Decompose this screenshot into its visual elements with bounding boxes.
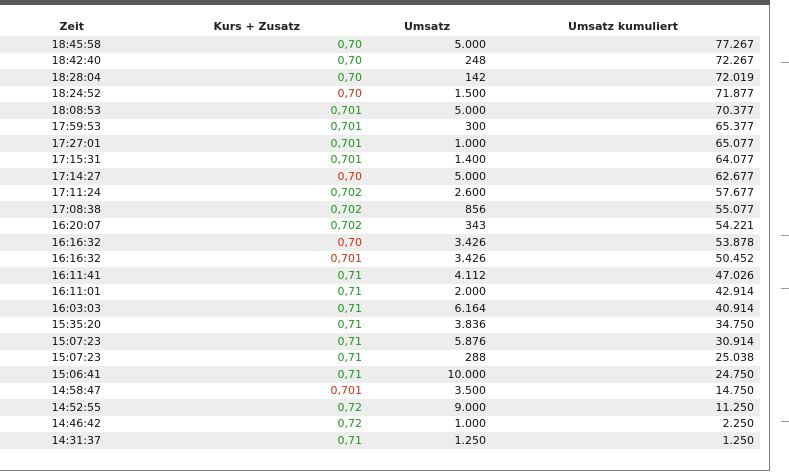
cell-umsatz: 5.000 xyxy=(454,103,486,117)
cell-umsatz-kumuliert: 40.914 xyxy=(715,301,754,315)
cell-kurs: 0,70 xyxy=(337,70,362,84)
cell-umsatz: 3.836 xyxy=(454,318,486,332)
cell-umsatz: 3.426 xyxy=(454,235,486,249)
cell-kurs: 0,71 xyxy=(337,433,362,447)
cell-umsatz-kumuliert: 65.377 xyxy=(715,120,754,134)
table-row xyxy=(0,69,760,86)
table-row xyxy=(0,119,760,136)
trades-table xyxy=(0,17,760,449)
table-row xyxy=(0,152,760,169)
cell-zeit: 15:07:23 xyxy=(51,334,101,348)
cell-kurs: 0,70 xyxy=(337,37,362,51)
cell-umsatz-kumuliert: 11.250 xyxy=(715,400,754,414)
cell-umsatz: 856 xyxy=(465,202,486,216)
cell-umsatz-kumuliert: 55.077 xyxy=(715,202,754,216)
table-row xyxy=(0,432,760,449)
cell-umsatz-kumuliert: 53.878 xyxy=(715,235,754,249)
cell-zeit: 16:03:03 xyxy=(51,301,101,315)
cell-umsatz: 3.426 xyxy=(454,252,486,266)
cell-umsatz-kumuliert: 25.038 xyxy=(715,351,754,365)
cell-umsatz: 3.500 xyxy=(454,384,486,398)
cell-umsatz: 5.876 xyxy=(454,334,486,348)
cell-zeit: 17:59:53 xyxy=(51,120,101,134)
cell-umsatz: 4.112 xyxy=(454,268,486,282)
cell-kurs: 0,701 xyxy=(330,252,362,266)
cell-kurs: 0,71 xyxy=(337,318,362,332)
cell-kurs: 0,701 xyxy=(330,153,362,167)
scroll-tick-mark xyxy=(781,288,789,289)
header-zeit[interactable]: Zeit xyxy=(59,20,84,33)
cell-kurs: 0,701 xyxy=(330,120,362,134)
cell-kurs: 0,71 xyxy=(337,367,362,381)
cell-umsatz-kumuliert: 47.026 xyxy=(715,268,754,282)
right-border xyxy=(769,5,770,471)
table-row xyxy=(0,135,760,152)
cell-umsatz-kumuliert: 62.677 xyxy=(715,169,754,183)
cell-umsatz-kumuliert: 50.452 xyxy=(715,252,754,266)
cell-umsatz: 142 xyxy=(465,70,486,84)
table-body xyxy=(0,36,760,449)
cell-umsatz: 1.400 xyxy=(454,153,486,167)
cell-umsatz: 5.000 xyxy=(454,37,486,51)
cell-kurs: 0,702 xyxy=(330,186,362,200)
cell-umsatz: 6.164 xyxy=(454,301,486,315)
cell-zeit: 16:11:01 xyxy=(51,285,101,299)
cell-kurs: 0,70 xyxy=(337,235,362,249)
cell-umsatz-kumuliert: 24.750 xyxy=(715,367,754,381)
table-row xyxy=(0,317,760,334)
cell-zeit: 18:42:40 xyxy=(51,54,101,68)
table-row xyxy=(0,416,760,433)
cell-kurs: 0,701 xyxy=(330,103,362,117)
cell-zeit: 16:16:32 xyxy=(51,252,101,266)
cell-umsatz: 1.000 xyxy=(454,136,486,150)
table-row xyxy=(0,36,760,53)
cell-kurs: 0,70 xyxy=(337,87,362,101)
scroll-tick-mark xyxy=(781,62,789,63)
table-row xyxy=(0,218,760,235)
table-row xyxy=(0,102,760,119)
table-row xyxy=(0,366,760,383)
table-row xyxy=(0,86,760,103)
cell-umsatz-kumuliert: 72.019 xyxy=(715,70,754,84)
cell-umsatz-kumuliert: 2.250 xyxy=(722,417,754,431)
table-row xyxy=(0,399,760,416)
cell-kurs: 0,71 xyxy=(337,301,362,315)
cell-umsatz-kumuliert: 64.077 xyxy=(715,153,754,167)
table-row xyxy=(0,350,760,367)
cell-kurs: 0,71 xyxy=(337,351,362,365)
table-header-row xyxy=(0,17,760,36)
scroll-tick-mark xyxy=(781,235,789,236)
cell-umsatz: 1.500 xyxy=(454,87,486,101)
table-row xyxy=(0,53,760,70)
cell-umsatz-kumuliert: 14.750 xyxy=(715,384,754,398)
cell-zeit: 14:52:55 xyxy=(51,400,101,414)
cell-kurs: 0,70 xyxy=(337,169,362,183)
top-border xyxy=(0,0,770,5)
cell-kurs: 0,72 xyxy=(337,400,362,414)
cell-zeit: 14:46:42 xyxy=(51,417,101,431)
cell-zeit: 18:45:58 xyxy=(51,37,101,51)
table-row xyxy=(0,168,760,185)
bottom-border xyxy=(0,470,770,471)
cell-zeit: 17:15:31 xyxy=(51,153,101,167)
cell-kurs: 0,71 xyxy=(337,268,362,282)
cell-umsatz: 343 xyxy=(465,219,486,233)
cell-umsatz-kumuliert: 42.914 xyxy=(715,285,754,299)
cell-umsatz-kumuliert: 65.077 xyxy=(715,136,754,150)
cell-zeit: 15:06:41 xyxy=(51,367,101,381)
cell-zeit: 18:08:53 xyxy=(51,103,101,117)
cell-zeit: 17:08:38 xyxy=(51,202,101,216)
table-row xyxy=(0,284,760,301)
cell-umsatz: 248 xyxy=(465,54,486,68)
cell-zeit: 15:07:23 xyxy=(51,351,101,365)
cell-zeit: 18:28:04 xyxy=(51,70,101,84)
cell-umsatz-kumuliert: 54.221 xyxy=(715,219,754,233)
table-row xyxy=(0,185,760,202)
cell-kurs: 0,70 xyxy=(337,54,362,68)
cell-kurs: 0,72 xyxy=(337,417,362,431)
cell-umsatz: 9.000 xyxy=(454,400,486,414)
cell-zeit: 17:27:01 xyxy=(51,136,101,150)
cell-umsatz: 288 xyxy=(465,351,486,365)
cell-kurs: 0,702 xyxy=(330,202,362,216)
table-row xyxy=(0,234,760,251)
cell-umsatz: 300 xyxy=(465,120,486,134)
cell-zeit: 18:24:52 xyxy=(51,87,101,101)
header-kurs[interactable]: Kurs + Zusatz xyxy=(213,20,300,33)
cell-kurs: 0,701 xyxy=(330,384,362,398)
cell-umsatz-kumuliert: 71.877 xyxy=(715,87,754,101)
cell-zeit: 16:11:41 xyxy=(51,268,101,282)
cell-umsatz-kumuliert: 77.267 xyxy=(715,37,754,51)
cell-umsatz: 10.000 xyxy=(447,367,486,381)
table-row xyxy=(0,201,760,218)
cell-umsatz: 2.600 xyxy=(454,186,486,200)
cell-umsatz-kumuliert: 30.914 xyxy=(715,334,754,348)
cell-umsatz-kumuliert: 34.750 xyxy=(715,318,754,332)
table-row xyxy=(0,300,760,317)
cell-kurs: 0,701 xyxy=(330,136,362,150)
cell-umsatz-kumuliert: 57.677 xyxy=(715,186,754,200)
cell-zeit: 14:58:47 xyxy=(51,384,101,398)
cell-kurs: 0,71 xyxy=(337,334,362,348)
table-row xyxy=(0,383,760,400)
cell-kurs: 0,702 xyxy=(330,219,362,233)
table-row xyxy=(0,251,760,268)
header-umsatz-kumuliert[interactable]: Umsatz kumuliert xyxy=(568,20,678,33)
cell-umsatz-kumuliert: 1.250 xyxy=(722,433,754,447)
scroll-tick-mark xyxy=(781,421,789,422)
cell-umsatz-kumuliert: 70.377 xyxy=(715,103,754,117)
header-umsatz[interactable]: Umsatz xyxy=(403,20,450,33)
cell-umsatz: 2.000 xyxy=(454,285,486,299)
cell-umsatz: 5.000 xyxy=(454,169,486,183)
cell-zeit: 17:14:27 xyxy=(51,169,101,183)
table-row xyxy=(0,267,760,284)
cell-zeit: 17:11:24 xyxy=(51,186,101,200)
cell-umsatz: 1.000 xyxy=(454,417,486,431)
cell-zeit: 15:35:20 xyxy=(51,318,101,332)
cell-zeit: 16:16:32 xyxy=(51,235,101,249)
cell-zeit: 16:20:07 xyxy=(51,219,101,233)
cell-zeit: 14:31:37 xyxy=(51,433,101,447)
cell-umsatz: 1.250 xyxy=(454,433,486,447)
table-row xyxy=(0,333,760,350)
cell-kurs: 0,71 xyxy=(337,285,362,299)
cell-umsatz-kumuliert: 72.267 xyxy=(715,54,754,68)
